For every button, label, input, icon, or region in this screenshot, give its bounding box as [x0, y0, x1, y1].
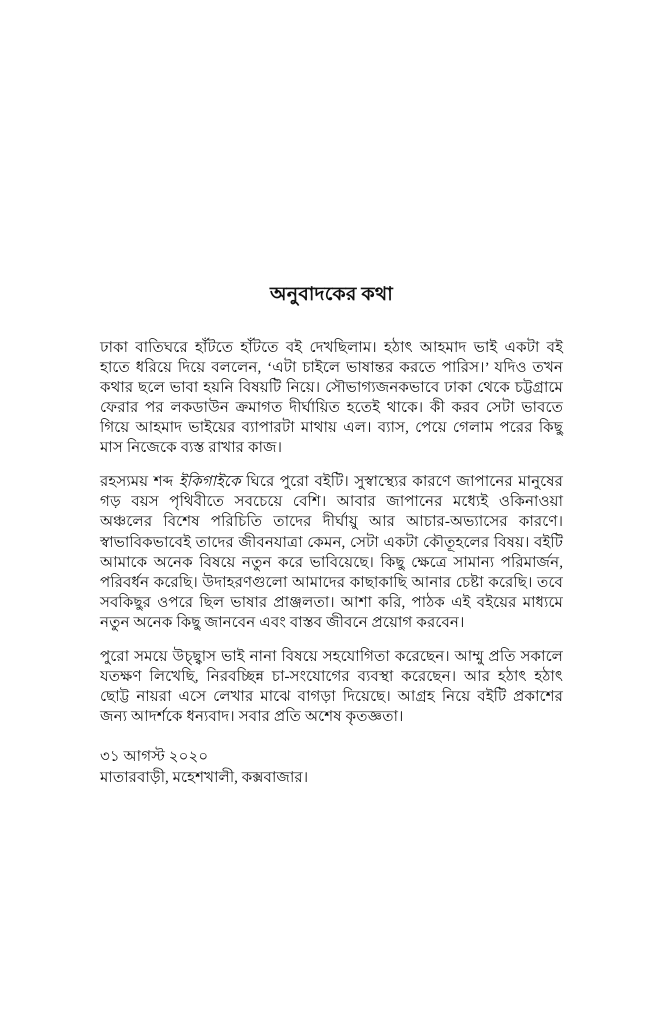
signature-location: মাতারবাড়ী, মহেশখালী, কক্সবাজার।	[100, 768, 309, 786]
signature-block	[100, 747, 563, 788]
paragraph-2-lead: রহস্যময় শব্দ	[100, 473, 179, 491]
paragraph-3: পুরো সময়ে উচ্ছ্বাস ভাই নানা বিষয়ে সহযোগিতা করেছেন। আম্মু প্রতি সকালে যতক্ষণ লিখেছি, নিরবচ্ছিন্ন চা-সংযোগের ব্যবস্থা করেছেন। আর হঠাৎ হঠাৎ ছোট্ট নায়রা এসে লেখার মাঝে বাগড়া দিয়েছে। আগ্রহ নিয়ে বইটি প্রকাশের জন্য আদর্শকে ধন্যবাদ। সবার প্রতি অশেষ কৃতজ্ঞতা।	[100, 648, 563, 726]
signature-date: ৩১ আগস্ট ২০২০	[100, 748, 209, 766]
text-column	[100, 283, 563, 788]
page-title: অনুবাদকের কথা	[270, 284, 393, 305]
paragraph-2-rest: ঘিরে পুরো বইটি। সুস্বাস্থ্যের কারণে জাপানের মানুষের গড় বয়স পৃথিবীতে সবচেয়ে বেশি। আবার জাপানের মধ্যেই ওকিনাওয়া অঞ্চলের বিশেষ পরিচিতি তাদের দীর্ঘায়ু আর আচার-অভ্যাসের কারণে। স্বাভাবিকভাবেই তাদের জীবনযাত্রা কেমন, সেটা একটা কৌতূহলের বিষয়। বইটি আমাকে অনেক বিষয়ে নতুন করে ভাবিয়েছে। কিছু ক্ষেত্রে সামান্য পরিমার্জন, পরিবর্ধন করেছি। উদাহরণগুলো আমাদের কাছাকাছি আনার চেষ্টা করেছি। তবে সবকিছুর ওপরে ছিল ভাষার প্রাঞ্জলতা। আশা করি, পাঠক এই বইয়ের মাধ্যমে নতুন অনেক কিছু জানবেন এবং বাস্তব জীবনে প্রয়োগ করবেন।	[100, 473, 564, 631]
italic-term-ikigai: ইকিগাইকে	[178, 473, 241, 491]
paragraph-2	[100, 472, 563, 633]
paragraph-1: ঢাকা বাতিঘরে হাঁটতে হাঁটতে বই দেখছিলাম। হঠাৎ আহমাদ ভাই একটা বই হাতে ধরিয়ে দিয়ে বললেন, ‘এটা চাইলে ভাষান্তর করতে পারিস।’ যদিও তখন কথার ছলে ভাবা হয়নি বিষয়টি নিয়ে। সৌভাগ্যজনকভাবে ঢাকা থেকে চট্টগ্রামে ফেরার পর লকডাউন ক্রমাগত দীর্ঘায়িত হতেই থাকে। কী করব সেটা ভাবতে গিয়ে আহমাদ ভাইয়ের ব্যাপারটা মাথায় এল। ব্যাস, পেয়ে গেলাম পরের কিছু মাস নিজেকে ব্যস্ত রাখার কাজ।	[100, 338, 563, 457]
